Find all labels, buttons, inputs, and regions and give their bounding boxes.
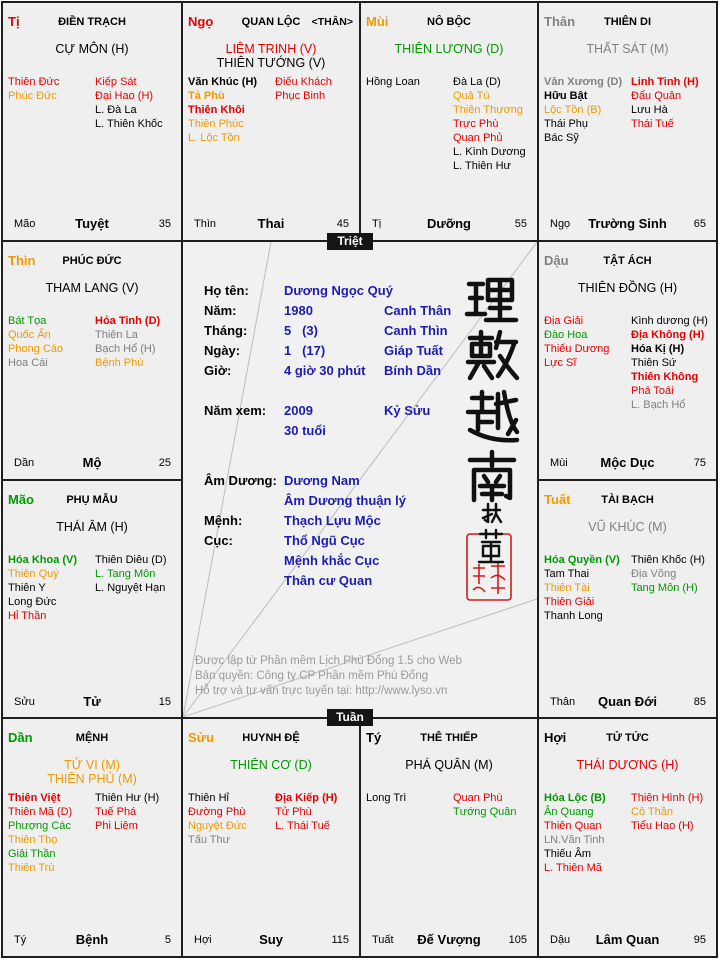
star-column-left (8, 75, 59, 103)
star-column-left (8, 791, 72, 875)
palace-age: 75 (693, 457, 706, 469)
palace-branch: Dậu (544, 253, 569, 268)
main-stars (3, 520, 181, 534)
main-star: THIÊN LƯƠNG (D) (394, 42, 504, 56)
birth-day-canchi: Giáp Tuất (384, 343, 443, 358)
star: Thiên Khốc (H) (631, 554, 705, 566)
star: L. Tang Môn (95, 568, 156, 580)
star: Thiên Hình (H) (631, 792, 704, 804)
view-year-label: Năm xem: (204, 403, 267, 418)
star: Phá Toái (631, 385, 674, 397)
main-star: THÁI DƯƠNG (H) (576, 758, 679, 772)
main-star: THÁI ÂM (H) (56, 520, 128, 534)
star: Thiên Giải (544, 596, 595, 608)
star: Thiên Tài (544, 582, 590, 594)
main-stars (539, 758, 716, 772)
calligraphy-char-1 (467, 280, 516, 320)
star: L. Kình Dương (453, 146, 526, 158)
palace (361, 3, 537, 240)
palace-footer (183, 932, 359, 949)
star: Thiên Không (631, 371, 699, 383)
life-stage: Bệnh (75, 932, 109, 947)
calligraphy-logo (461, 272, 525, 612)
star: Địa Võng (631, 568, 677, 580)
yinyang-note: Âm Dương thuận lý (284, 493, 406, 508)
palace-branch: Tý (366, 730, 382, 745)
star-column-left (544, 75, 622, 145)
palace-age: 45 (336, 218, 349, 230)
star-column-right (453, 791, 517, 819)
main-stars (183, 758, 359, 772)
star-column-right (453, 75, 526, 173)
life-stage: Tử (83, 694, 101, 709)
than-position: Thân cư Quan (284, 573, 373, 588)
palace-age: 95 (693, 934, 706, 946)
palace-branch: Thân (544, 14, 576, 29)
star: Tuế Phá (95, 806, 137, 818)
star: Tiểu Hao (H) (631, 820, 694, 832)
palace (3, 242, 181, 479)
star: Văn Khúc (H) (188, 76, 258, 88)
star-column-left (8, 314, 63, 370)
star-column-right (95, 314, 160, 370)
star: Bác Sỹ (544, 132, 579, 144)
birth-month: 5 (3) (284, 323, 318, 338)
star: Thiên Sứ (631, 357, 677, 369)
main-star: THAM LANG (V) (45, 281, 139, 295)
star: Đà La (D) (453, 76, 501, 88)
palace-name: ĐIỀN TRẠCH (58, 16, 126, 28)
star-column-right (275, 75, 332, 103)
calligraphy-char-2 (468, 332, 517, 378)
star: Đường Phù (188, 806, 246, 818)
star-column-right (631, 553, 705, 595)
star: Hóa Khoa (V) (8, 554, 78, 566)
age-branch: Tị (372, 218, 382, 230)
birth-day: 1 (17) (284, 343, 326, 358)
menh-value: Thạch Lựu Mộc (284, 513, 381, 528)
star-column-right (275, 791, 337, 833)
palace-footer (361, 932, 537, 949)
star: Hoa Cái (8, 357, 48, 369)
star: Hóa Kị (H) (631, 343, 685, 355)
life-stage: Mộ (82, 455, 102, 470)
star: Quan Phù (453, 792, 503, 804)
star: Hỏa Tinh (D) (95, 315, 161, 327)
star: Phúc Đức (8, 90, 57, 102)
palace-footer (3, 694, 181, 711)
star: Hồng Loan (366, 76, 420, 88)
star: Thiên Phúc (188, 118, 244, 130)
palace-age: 5 (164, 934, 171, 946)
red-seal (467, 534, 511, 600)
birth-hour-canchi: Bính Dần (384, 363, 442, 378)
tuan-marker: Tuần (327, 709, 373, 726)
star: Đào Hoa (544, 329, 588, 341)
star: L. Đà La (95, 104, 137, 116)
main-star: THẤT SÁT (M) (586, 42, 669, 56)
birth-month-canchi: Canh Thìn (384, 323, 448, 338)
star: L. Lộc Tồn (188, 132, 240, 144)
hour-label: Giờ: (204, 363, 232, 378)
main-star: THIÊN TƯỚNG (V) (216, 56, 326, 70)
palace-name: TÀI BẠCH (601, 494, 654, 506)
main-stars (3, 281, 181, 295)
star: Thiên Hư (H) (95, 792, 160, 804)
palace-name: THIÊN DI (603, 16, 652, 28)
person-name: Dương Ngọc Quý (284, 283, 393, 298)
star-column-right (95, 791, 159, 833)
star: Điếu Khách (275, 76, 332, 88)
star: Quan Phủ (453, 132, 503, 144)
palace-age: 25 (158, 457, 171, 469)
palace-branch: Tị (8, 14, 20, 29)
palace-footer (539, 216, 716, 233)
age-branch: Dần (14, 457, 35, 469)
main-star: PHÁ QUÂN (M) (405, 758, 493, 772)
star-column-left (544, 314, 609, 370)
life-stage: Quan Đới (597, 694, 658, 709)
star-column-left (544, 553, 620, 623)
star: Quốc Ấn (8, 329, 51, 341)
star: Thiên Trù (8, 862, 55, 874)
main-star: VŨ KHÚC (M) (588, 520, 667, 534)
life-stage: Dưỡng (427, 216, 471, 231)
star: Bệnh Phù (95, 357, 144, 369)
star: Long Đức (8, 596, 57, 608)
star: Tang Môn (H) (631, 582, 698, 594)
palace-footer (3, 216, 181, 233)
year-label: Năm: (204, 303, 237, 318)
star: Lộc Tồn (B) (544, 104, 602, 116)
star-column-right (95, 75, 163, 131)
palace-branch: Tuất (544, 492, 571, 507)
palace (3, 3, 181, 240)
palace-age: 85 (693, 696, 706, 708)
name-label: Họ tên: (204, 283, 249, 298)
star: Bát Tọa (8, 315, 47, 327)
star: Ân Quang (544, 806, 594, 818)
cuc-value: Thổ Ngũ Cục (284, 533, 365, 548)
star-column-left (188, 791, 247, 847)
menh-label: Mệnh: (204, 513, 243, 528)
main-star: THIÊN CƠ (D) (230, 758, 312, 772)
age-branch: Thìn (194, 218, 217, 230)
star: Lưu Hà (631, 104, 668, 116)
star: L. Nguyệt Hạn (95, 582, 166, 594)
age-branch: Mão (14, 218, 36, 230)
age-branch: Tý (14, 934, 27, 946)
star: Phục Binh (275, 90, 326, 102)
current-age: 30 tuổi (284, 423, 326, 438)
star: Trực Phù (453, 118, 499, 130)
palace-name: PHỤ MẪU (66, 494, 118, 506)
star: Văn Xương (D) (544, 76, 623, 88)
palace (539, 481, 716, 717)
palace-footer (3, 455, 181, 472)
palace (3, 719, 181, 956)
star: Thiên Khôi (188, 104, 245, 116)
main-stars (361, 758, 537, 772)
palace (3, 481, 181, 717)
palace-branch: Thìn (8, 253, 36, 268)
age-branch: Ngọ (550, 218, 571, 230)
palace (539, 242, 716, 479)
star: L. Thiên Hư (453, 160, 511, 172)
cuc-label: Cục: (204, 533, 233, 548)
star: Tam Thai (544, 568, 590, 580)
palace (183, 3, 359, 240)
star: L. Thiên Mã (544, 862, 602, 874)
star: Tấu Thư (188, 834, 231, 846)
star: L. Thái Tuế (275, 820, 330, 832)
life-stage: Mộc Dục (600, 455, 655, 470)
star: Phong Cáo (8, 343, 64, 355)
birth-year: 1980 (284, 303, 313, 318)
star-column-right (95, 553, 167, 595)
star: Hữu Bật (544, 90, 588, 102)
star-column-left (544, 791, 606, 875)
star-column-left (188, 75, 257, 145)
signature-char (479, 530, 503, 562)
main-star: CỰ MÔN (H) (55, 42, 129, 56)
center-panel (183, 242, 537, 717)
palace-branch: Dần (8, 730, 33, 745)
view-year-canchi: Kỷ Sửu (384, 403, 431, 418)
star: Thiên Đức (8, 76, 60, 88)
life-stage: Thai (257, 216, 285, 231)
star: Tử Phù (275, 806, 312, 818)
main-stars (539, 42, 716, 56)
main-stars (3, 42, 181, 56)
star: Nguyệt Đức (188, 820, 247, 832)
main-stars (3, 758, 181, 786)
star: Đại Hao (H) (95, 90, 154, 102)
age-branch: Thân (550, 696, 576, 708)
palace-branch: Hợi (544, 730, 567, 745)
star: Thiên Quý (8, 568, 59, 580)
palace-age: 105 (508, 934, 527, 946)
palace-name: TỬ TỨC (606, 732, 649, 744)
palace-branch: Ngọ (188, 14, 214, 29)
main-stars (183, 42, 359, 70)
star: Địa Không (H) (631, 329, 705, 341)
life-stage: Tuyệt (75, 216, 109, 231)
birth-year-canchi: Canh Thân (384, 303, 452, 318)
palace (539, 3, 716, 240)
age-branch: Hợi (194, 934, 212, 946)
palace-name: QUAN LỘC (241, 16, 301, 28)
star: Địa Giải (544, 315, 584, 327)
yinyang-value: Dương Nam (284, 473, 360, 488)
palace-footer (183, 216, 359, 233)
star: L. Bạch Hổ (631, 399, 686, 411)
life-stage: Trường Sinh (588, 216, 667, 231)
star: Thiên Việt (8, 792, 61, 804)
age-branch: Sửu (14, 696, 35, 708)
star-column-left (366, 791, 406, 805)
calligraphy-char-3 (468, 392, 517, 440)
main-star: THIÊN ĐỒNG (H) (577, 281, 678, 295)
star: Thiên Thọ (8, 834, 58, 846)
palace (539, 719, 716, 956)
palace-name: HUYNH ĐỆ (242, 732, 300, 744)
star: LN.Văn Tinh (544, 834, 605, 846)
star: Long Trì (366, 792, 407, 804)
palace-name: MỆNH (75, 732, 109, 744)
main-star: THIÊN PHỦ (M) (47, 772, 137, 786)
palace-age: 55 (514, 218, 527, 230)
star: Hóa Quyền (V) (544, 554, 620, 566)
star: Thiên Quan (544, 820, 602, 832)
life-stage: Lâm Quan (595, 932, 660, 947)
palace-name: NÔ BỘC (427, 16, 471, 28)
star: Thiếu Âm (544, 848, 592, 860)
palace-branch: Mão (8, 492, 34, 507)
star-column-left (8, 553, 77, 623)
palace-age: 65 (693, 218, 706, 230)
star: Địa Kiếp (H) (275, 792, 338, 804)
life-stage: Suy (259, 932, 283, 947)
palace-branch: Sửu (188, 730, 215, 745)
star: Tướng Quân (453, 806, 517, 818)
star: Thiếu Dương (544, 343, 610, 355)
palace-footer (361, 216, 537, 233)
palace-age: 15 (158, 696, 171, 708)
star: Thanh Long (544, 610, 603, 622)
yinyang-label: Âm Dương: (204, 473, 277, 488)
star: Kình dương (H) (631, 315, 708, 327)
star: Đẩu Quân (631, 90, 682, 102)
star-column-left (366, 75, 420, 89)
than-tag: <THÂN> (311, 16, 353, 28)
palace-footer (539, 694, 716, 711)
star: Tả Phù (188, 90, 225, 102)
star: L. Thiên Khốc (95, 118, 163, 130)
main-star: TỬ VI (M) (64, 758, 120, 772)
star: Phi Liêm (95, 820, 138, 832)
main-star: LIÊM TRINH (V) (225, 42, 317, 56)
view-year: 2009 (284, 403, 313, 418)
age-branch: Mùi (550, 457, 568, 469)
life-stage: Đế Vượng (417, 932, 481, 947)
star: Kiếp Sát (95, 76, 137, 88)
star: Thái Phụ (544, 118, 589, 130)
star: Lực Sĩ (544, 357, 577, 369)
star: Thiên Thương (453, 104, 524, 116)
star-column-right (631, 75, 699, 131)
star-column-right (631, 314, 708, 412)
star: Thiên La (95, 329, 138, 341)
calligraphy-signature (483, 504, 501, 522)
palace-footer (539, 455, 716, 472)
main-stars (361, 42, 537, 56)
star: Cô Thần (631, 806, 673, 818)
palace (183, 719, 359, 956)
footer-support-link: Hỗ trợ và tư vấn trực tuyến tại: http://www.lyso.vn (195, 685, 448, 697)
star: Bạch Hổ (H) (95, 343, 156, 355)
day-label: Ngày: (204, 343, 241, 358)
star: Thái Tuế (631, 118, 674, 130)
palace-age: 35 (158, 218, 171, 230)
star: Linh Tinh (H) (631, 76, 699, 88)
star: Thiên Y (8, 582, 46, 594)
month-label: Tháng: (204, 323, 248, 338)
birth-hour: 4 giờ 30 phút (284, 363, 366, 378)
palace-age: 115 (331, 934, 349, 946)
palace-name: THÊ THIẾP (420, 732, 478, 744)
palace-footer (539, 932, 716, 949)
palace-name: PHÚC ĐỨC (62, 255, 122, 267)
age-branch: Dậu (550, 934, 571, 946)
star: Hóa Lộc (B) (544, 792, 606, 804)
footer-copyright: Bản quyền: Công ty CP Phần mềm Phù Đổng (195, 670, 429, 682)
footer-software-note: Được lập từ Phần mềm Lịch Phù Đổng 1.5 cho Web (195, 655, 462, 667)
age-branch: Tuất (372, 934, 394, 946)
star: Thiên Hỉ (188, 792, 229, 804)
star: Thiên Diêu (D) (95, 554, 167, 566)
palace-name: TẬT ÁCH (603, 255, 652, 267)
menh-cuc-relation: Mệnh khắc Cục (284, 553, 380, 568)
palace-branch: Mùi (366, 14, 389, 29)
palace (361, 719, 537, 956)
calligraphy-char-4 (470, 452, 514, 500)
star-column-right (631, 791, 703, 833)
star: Hỉ Thần (8, 610, 47, 622)
palace-footer (3, 932, 181, 949)
star: Phượng Các (8, 820, 71, 832)
main-stars (539, 520, 716, 534)
star: Thiên Mã (D) (8, 806, 73, 818)
star: Giải Thần (8, 848, 56, 860)
star: Quả Tú (453, 90, 490, 102)
main-stars (539, 281, 716, 295)
triet-marker: Triệt (327, 233, 373, 250)
